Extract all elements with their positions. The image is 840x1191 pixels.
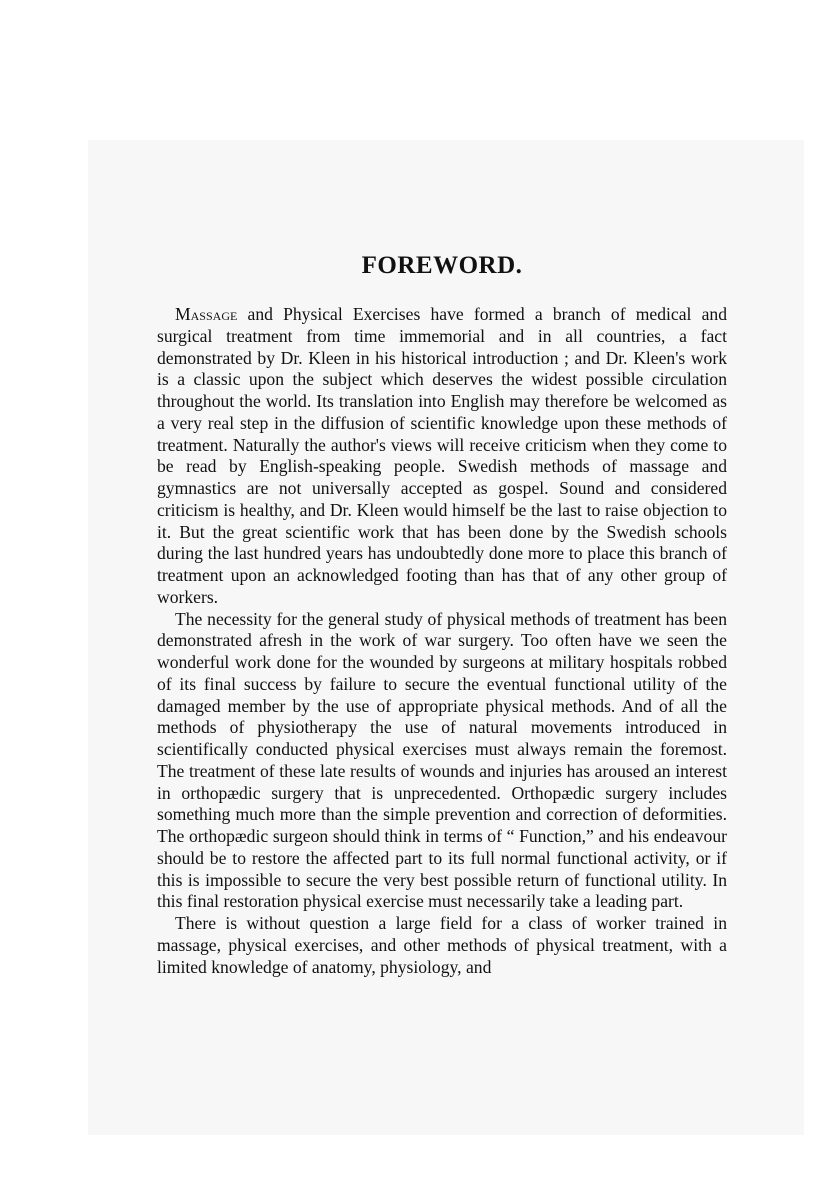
paragraph-3 (157, 913, 727, 978)
paragraph-2 (157, 609, 727, 914)
paragraph-1-lead: Massage (175, 304, 238, 324)
paragraph-1-text: and Physical Exercises have formed a branch of medical and surgical treatment from time immemorial and in all countries, a fact demonstrated by Dr. Kleen in his historical introduction ; and Dr. Kleen's work is a classic upon the subject which deserves the widest possible circulation throughout the world. Its translation into English may therefore be welcomed as a very real step in the diffusion of scientific knowledge upon these methods of treatment. Naturally the author's views will receive criticism when they come to be read by English-speaking people. Swedish methods of massage and gymnastics are not universally accepted as gospel. Sound and considered criticism is healthy, and Dr. Kleen would himself be the last to raise objection to it. But the great scientific work that has been done by the Swedish schools during the last hundred years has undoubtedly done more to place this branch of treatment upon an acknowledged footing than has that of any other group of workers. (157, 304, 727, 607)
paragraph-1 (157, 304, 727, 609)
paragraph-2-text: The necessity for the general study of physical methods of treatment has been demonstrated afresh in the work of war surgery. Too often have we seen the wonderful work done for the wounded by surgeons at military hospitals robbed of its final success by failure to secure the eventual functional utility of the damaged member by the use of appropriate physical methods. And of all the methods of physiotherapy the use of natural movements introduced in scientifically conducted physical exercises must always remain the foremost. The treatment of these late results of wounds and injuries has aroused an interest in orthopædic surgery that is unprecedented. Orthopædic surgery includes something much more than the simple prevention and correction of deformities. The orthopædic surgeon should think in terms of “ Function,” and his endeavour should be to restore the affected part to its full normal functional activity, or if this is impossible to secure the very best possible return of functional utility. In this final restoration physical exercise must necessarily take a leading part. (157, 608, 727, 912)
page-title: FOREWORD. (361, 252, 523, 279)
foreword-page (157, 250, 727, 978)
paragraph-3-text: There is without question a large field for a class of worker trained in massage, physical exercises, and other methods of physical treatment, with a limited knowledge of anatomy, physiology, and (157, 913, 727, 977)
